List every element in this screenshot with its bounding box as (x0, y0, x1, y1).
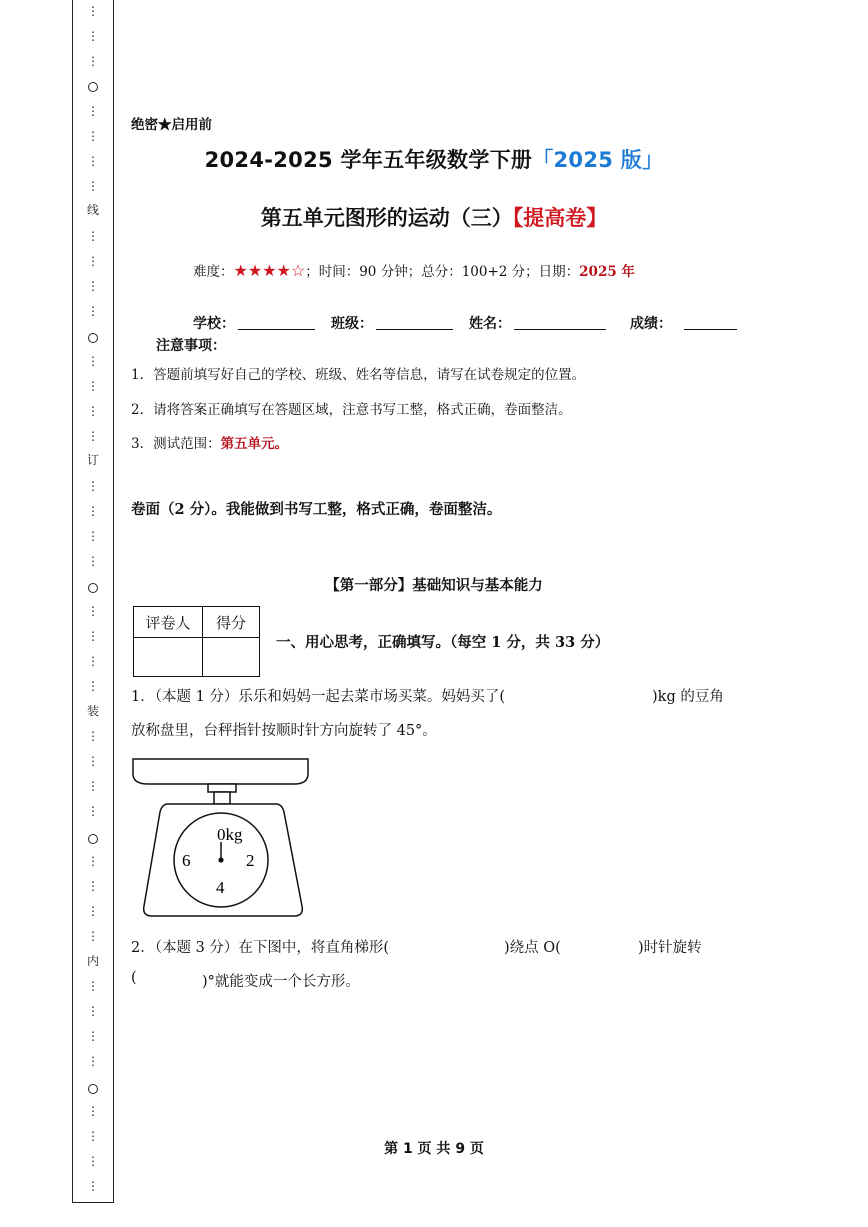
margin-dots: ⋮ (87, 529, 99, 543)
margin-dots: ⋮ (87, 629, 99, 643)
margin-dots: ⋮ (87, 504, 99, 518)
score-cell[interactable] (203, 638, 260, 677)
margin-dots: ⋮ (87, 1129, 99, 1143)
dial-label-left: 6 (182, 851, 191, 870)
notice-item-3-prefix: 3．测试范围： (131, 436, 221, 452)
margin-dots: ⋮ (87, 279, 99, 293)
margin-dots: ⋮ (87, 679, 99, 693)
score-label: 成绩： (630, 316, 672, 332)
margin-dots: ⋮ (87, 129, 99, 143)
school-field[interactable] (238, 329, 315, 330)
notice-title: 注意事项： (156, 338, 226, 354)
margin-dots: ⋮ (87, 179, 99, 193)
margin-dots: ⋮ (87, 379, 99, 393)
margin-dots: ⋮ (87, 654, 99, 668)
difficulty-label: 难度： (193, 264, 234, 280)
exam-title-edition: 「2025 版」 (532, 148, 664, 172)
margin-dots: ⋮ (87, 804, 99, 818)
name-field[interactable] (514, 329, 606, 330)
q2-line1-start: 2．（本题 3 分）在下图中，将直角梯形( (131, 940, 390, 956)
scale-neck (214, 792, 230, 804)
scale-neck-top (208, 784, 236, 792)
margin-binding-char: 装 (86, 704, 99, 718)
margin-dots: ⋮ (87, 1104, 99, 1118)
footer-total-pages: 9 (455, 1141, 466, 1157)
margin-dots: ⋮ (87, 604, 99, 618)
grader-header: 评卷人 (134, 607, 203, 638)
margin-dots: ⋮ (87, 979, 99, 993)
margin-dots: ⋮ (87, 1004, 99, 1018)
margin-dots: ⋮ (87, 29, 99, 43)
notice-item-3 (131, 432, 288, 452)
margin-dots: ⋮ (87, 854, 99, 868)
exam-date: 2025 年 (579, 264, 635, 280)
margin-dots: ⋮ (87, 779, 99, 793)
margin-circle (88, 82, 98, 92)
secret-label: 绝密★启用前 (131, 117, 212, 133)
exam-title-main: 2024-2025 学年五年级数学下册 (204, 148, 533, 172)
margin-dots: ⋮ (87, 929, 99, 943)
meta-text: ；时间：90 分钟；总分：100+2 分；日期： (305, 264, 580, 280)
margin-dots: ⋮ (87, 104, 99, 118)
q2-line1-mid: )绕点 O( (504, 940, 561, 956)
difficulty-stars-filled: ★★★★ (233, 261, 291, 280)
margin-binding-char: 订 (86, 453, 99, 467)
margin-binding-char: 线 (86, 203, 99, 217)
q2-line2-end: )°就能变成一个长方形。 (202, 974, 360, 990)
margin-dots: ⋮ (87, 879, 99, 893)
margin-dots: ⋮ (87, 429, 99, 443)
class-field[interactable] (376, 329, 453, 330)
notice-item-3-value: 第五单元。 (220, 436, 289, 452)
margin-binding-char: 内 (86, 954, 99, 968)
exam-subtitle-main: 第五单元图形的运动（三） (260, 206, 513, 230)
score-header: 得分 (203, 607, 260, 638)
margin-dots: ⋮ (87, 229, 99, 243)
margin-dots: ⋮ (87, 554, 99, 568)
q2-line1-end: )时针旋转 (638, 940, 702, 956)
exam-meta (193, 260, 635, 280)
q2-line2-start: ( (131, 970, 137, 986)
margin-circle (88, 333, 98, 343)
grader-cell[interactable] (134, 638, 203, 677)
name-label: 姓名： (469, 316, 511, 332)
margin-dots: ⋮ (87, 254, 99, 268)
q1-line2: 放称盘里，台秤指针按顺时针方向旋转了 45°。 (131, 723, 437, 739)
margin-dots: ⋮ (87, 1029, 99, 1043)
exam-subtitle (0, 202, 868, 232)
margin-dots: ⋮ (87, 304, 99, 318)
scale-diagram (128, 756, 318, 920)
school-label: 学校： (193, 316, 235, 332)
margin-dots: ⋮ (87, 4, 99, 18)
q1-line1-start: 1．（本题 1 分）乐乐和妈妈一起去菜市场买菜。妈妈买了( (131, 689, 506, 705)
margin-dots: ⋮ (87, 479, 99, 493)
margin-dots: ⋮ (87, 1154, 99, 1168)
margin-circle (88, 1084, 98, 1094)
margin-dots: ⋮ (87, 404, 99, 418)
part1-title: 【第一部分】基础知识与基本能力 (325, 577, 543, 594)
footer-prefix: 第 (384, 1141, 403, 1157)
difficulty-stars-empty: ☆ (290, 261, 306, 280)
margin-dots: ⋮ (87, 1054, 99, 1068)
margin-dots: ⋮ (87, 904, 99, 918)
margin-dots: ⋮ (87, 754, 99, 768)
dial-label-bottom: 4 (216, 878, 225, 897)
notice-item-1: 1．答题前填写好自己的学校、班级、姓名等信息，请写在试卷规定的位置。 (131, 367, 586, 383)
scroll-neatness-note: 卷面（2 分）。我能做到书写工整，格式正确，卷面整洁。 (131, 501, 502, 518)
scale-pan (133, 759, 308, 784)
notice-item-2: 2．请将答案正确填写在答题区域，注意书写工整，格式正确，卷面整洁。 (131, 402, 572, 418)
section1-title: 一、用心思考，正确填写。（每空 1 分，共 33 分） (276, 634, 610, 651)
margin-dots: ⋮ (87, 729, 99, 743)
margin-circle (88, 834, 98, 844)
page-footer (0, 1138, 868, 1158)
margin-dots: ⋮ (87, 154, 99, 168)
dial-label-top: 0kg (217, 825, 243, 844)
margin-dots: ⋮ (87, 54, 99, 68)
footer-page-number: 1 (402, 1141, 413, 1157)
margin-dots: ⋮ (87, 354, 99, 368)
footer-suffix: 页 (465, 1141, 484, 1157)
margin-dots: ⋮ (87, 1179, 99, 1193)
class-label: 班级： (331, 316, 373, 332)
exam-title (0, 144, 868, 174)
score-box (133, 606, 260, 677)
exam-subtitle-tag: 【提高卷】 (512, 206, 608, 230)
dial-label-right: 2 (246, 851, 255, 870)
score-field[interactable] (684, 329, 737, 330)
q1-line1-end: )kg 的豆角 (652, 689, 724, 705)
footer-middle: 页 共 (412, 1141, 456, 1157)
